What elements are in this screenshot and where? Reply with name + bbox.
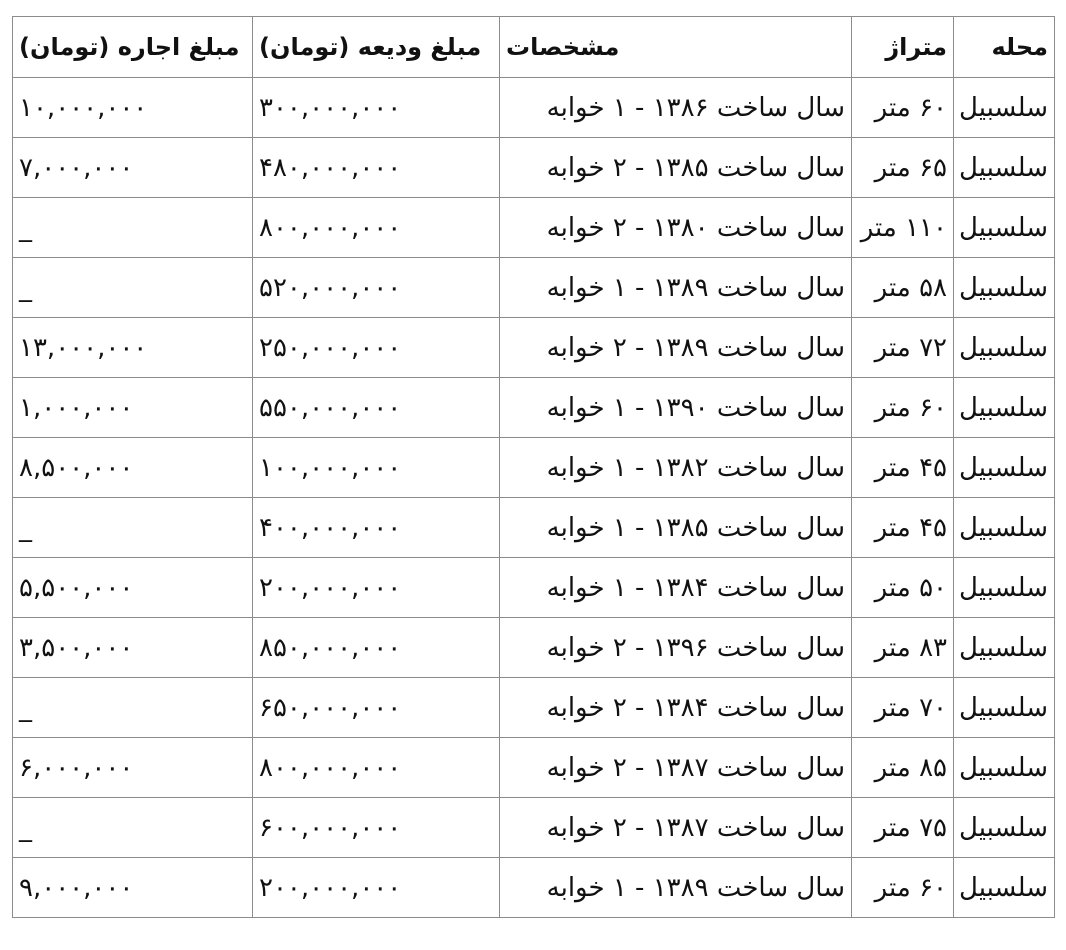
table-header-row — [13, 17, 1055, 78]
header-size: متراژ — [852, 17, 954, 78]
cell-rent: _ — [13, 798, 253, 858]
table-row — [13, 738, 1055, 798]
cell-deposit: ۶۵۰,۰۰۰,۰۰۰ — [253, 678, 500, 738]
cell-deposit: ۸۰۰,۰۰۰,۰۰۰ — [253, 738, 500, 798]
cell-size: ۵۸ متر — [852, 258, 954, 318]
rental-listings-table — [12, 16, 1055, 918]
cell-description: سال ساخت ۱۳۸۹ - ۲ خوابه — [500, 318, 852, 378]
cell-size: ۸۳ متر — [852, 618, 954, 678]
cell-area: سلسبیل — [954, 738, 1055, 798]
cell-description: سال ساخت ۱۳۸۵ - ۲ خوابه — [500, 138, 852, 198]
cell-rent: ۸,۵۰۰,۰۰۰ — [13, 438, 253, 498]
cell-description: سال ساخت ۱۳۸۷ - ۲ خوابه — [500, 798, 852, 858]
header-rent: مبلغ اجاره (تومان) — [13, 17, 253, 78]
cell-size: ۷۲ متر — [852, 318, 954, 378]
cell-size: ۵۰ متر — [852, 558, 954, 618]
table-row — [13, 318, 1055, 378]
cell-description: سال ساخت ۱۳۸۵ - ۱ خوابه — [500, 498, 852, 558]
table-row — [13, 498, 1055, 558]
cell-rent: ۵,۵۰۰,۰۰۰ — [13, 558, 253, 618]
cell-description: سال ساخت ۱۳۸۹ - ۱ خوابه — [500, 258, 852, 318]
table-row — [13, 438, 1055, 498]
table-row — [13, 618, 1055, 678]
cell-area: سلسبیل — [954, 618, 1055, 678]
cell-rent: ۹,۰۰۰,۰۰۰ — [13, 858, 253, 918]
cell-deposit: ۸۵۰,۰۰۰,۰۰۰ — [253, 618, 500, 678]
cell-area: سلسبیل — [954, 138, 1055, 198]
cell-deposit: ۱۰۰,۰۰۰,۰۰۰ — [253, 438, 500, 498]
cell-deposit: ۵۵۰,۰۰۰,۰۰۰ — [253, 378, 500, 438]
cell-size: ۴۵ متر — [852, 438, 954, 498]
table-row — [13, 558, 1055, 618]
cell-size: ۸۵ متر — [852, 738, 954, 798]
cell-deposit: ۴۰۰,۰۰۰,۰۰۰ — [253, 498, 500, 558]
table-row — [13, 138, 1055, 198]
cell-area: سلسبیل — [954, 798, 1055, 858]
cell-rent: _ — [13, 498, 253, 558]
cell-description: سال ساخت ۱۳۹۶ - ۲ خوابه — [500, 618, 852, 678]
cell-deposit: ۶۰۰,۰۰۰,۰۰۰ — [253, 798, 500, 858]
cell-size: ۱۱۰ متر — [852, 198, 954, 258]
table-row — [13, 198, 1055, 258]
cell-description: سال ساخت ۱۳۸۶ - ۱ خوابه — [500, 78, 852, 138]
cell-size: ۷۰ متر — [852, 678, 954, 738]
cell-description: سال ساخت ۱۳۸۷ - ۲ خوابه — [500, 738, 852, 798]
listing-table-container — [12, 16, 1054, 918]
table-row — [13, 798, 1055, 858]
header-description: مشخصات — [500, 17, 852, 78]
cell-rent: ۱,۰۰۰,۰۰۰ — [13, 378, 253, 438]
cell-area: سلسبیل — [954, 438, 1055, 498]
header-deposit: مبلغ ودیعه (تومان) — [253, 17, 500, 78]
table-row — [13, 78, 1055, 138]
cell-area: سلسبیل — [954, 558, 1055, 618]
cell-deposit: ۲۰۰,۰۰۰,۰۰۰ — [253, 858, 500, 918]
table-row — [13, 258, 1055, 318]
cell-description: سال ساخت ۱۳۸۴ - ۱ خوابه — [500, 558, 852, 618]
cell-size: ۶۰ متر — [852, 378, 954, 438]
cell-description: سال ساخت ۱۳۸۰ - ۲ خوابه — [500, 198, 852, 258]
cell-area: سلسبیل — [954, 78, 1055, 138]
cell-rent: _ — [13, 198, 253, 258]
header-area: محله — [954, 17, 1055, 78]
cell-rent: ۱۳,۰۰۰,۰۰۰ — [13, 318, 253, 378]
cell-size: ۷۵ متر — [852, 798, 954, 858]
cell-size: ۶۵ متر — [852, 138, 954, 198]
table-row — [13, 678, 1055, 738]
cell-area: سلسبیل — [954, 198, 1055, 258]
cell-size: ۴۵ متر — [852, 498, 954, 558]
cell-area: سلسبیل — [954, 498, 1055, 558]
cell-rent: ۶,۰۰۰,۰۰۰ — [13, 738, 253, 798]
cell-description: سال ساخت ۱۳۸۹ - ۱ خوابه — [500, 858, 852, 918]
cell-rent: ۷,۰۰۰,۰۰۰ — [13, 138, 253, 198]
cell-deposit: ۸۰۰,۰۰۰,۰۰۰ — [253, 198, 500, 258]
cell-area: سلسبیل — [954, 678, 1055, 738]
cell-deposit: ۲۰۰,۰۰۰,۰۰۰ — [253, 558, 500, 618]
cell-area: سلسبیل — [954, 858, 1055, 918]
cell-area: سلسبیل — [954, 318, 1055, 378]
table-row — [13, 378, 1055, 438]
cell-description: سال ساخت ۱۳۸۴ - ۲ خوابه — [500, 678, 852, 738]
cell-size: ۶۰ متر — [852, 858, 954, 918]
cell-description: سال ساخت ۱۳۸۲ - ۱ خوابه — [500, 438, 852, 498]
table-body — [13, 78, 1055, 918]
cell-deposit: ۴۸۰,۰۰۰,۰۰۰ — [253, 138, 500, 198]
cell-area: سلسبیل — [954, 378, 1055, 438]
table-row — [13, 858, 1055, 918]
cell-rent: ۳,۵۰۰,۰۰۰ — [13, 618, 253, 678]
cell-rent: _ — [13, 678, 253, 738]
cell-rent: ۱۰,۰۰۰,۰۰۰ — [13, 78, 253, 138]
cell-deposit: ۲۵۰,۰۰۰,۰۰۰ — [253, 318, 500, 378]
cell-deposit: ۳۰۰,۰۰۰,۰۰۰ — [253, 78, 500, 138]
cell-rent: _ — [13, 258, 253, 318]
cell-area: سلسبیل — [954, 258, 1055, 318]
cell-size: ۶۰ متر — [852, 78, 954, 138]
cell-description: سال ساخت ۱۳۹۰ - ۱ خوابه — [500, 378, 852, 438]
cell-deposit: ۵۲۰,۰۰۰,۰۰۰ — [253, 258, 500, 318]
